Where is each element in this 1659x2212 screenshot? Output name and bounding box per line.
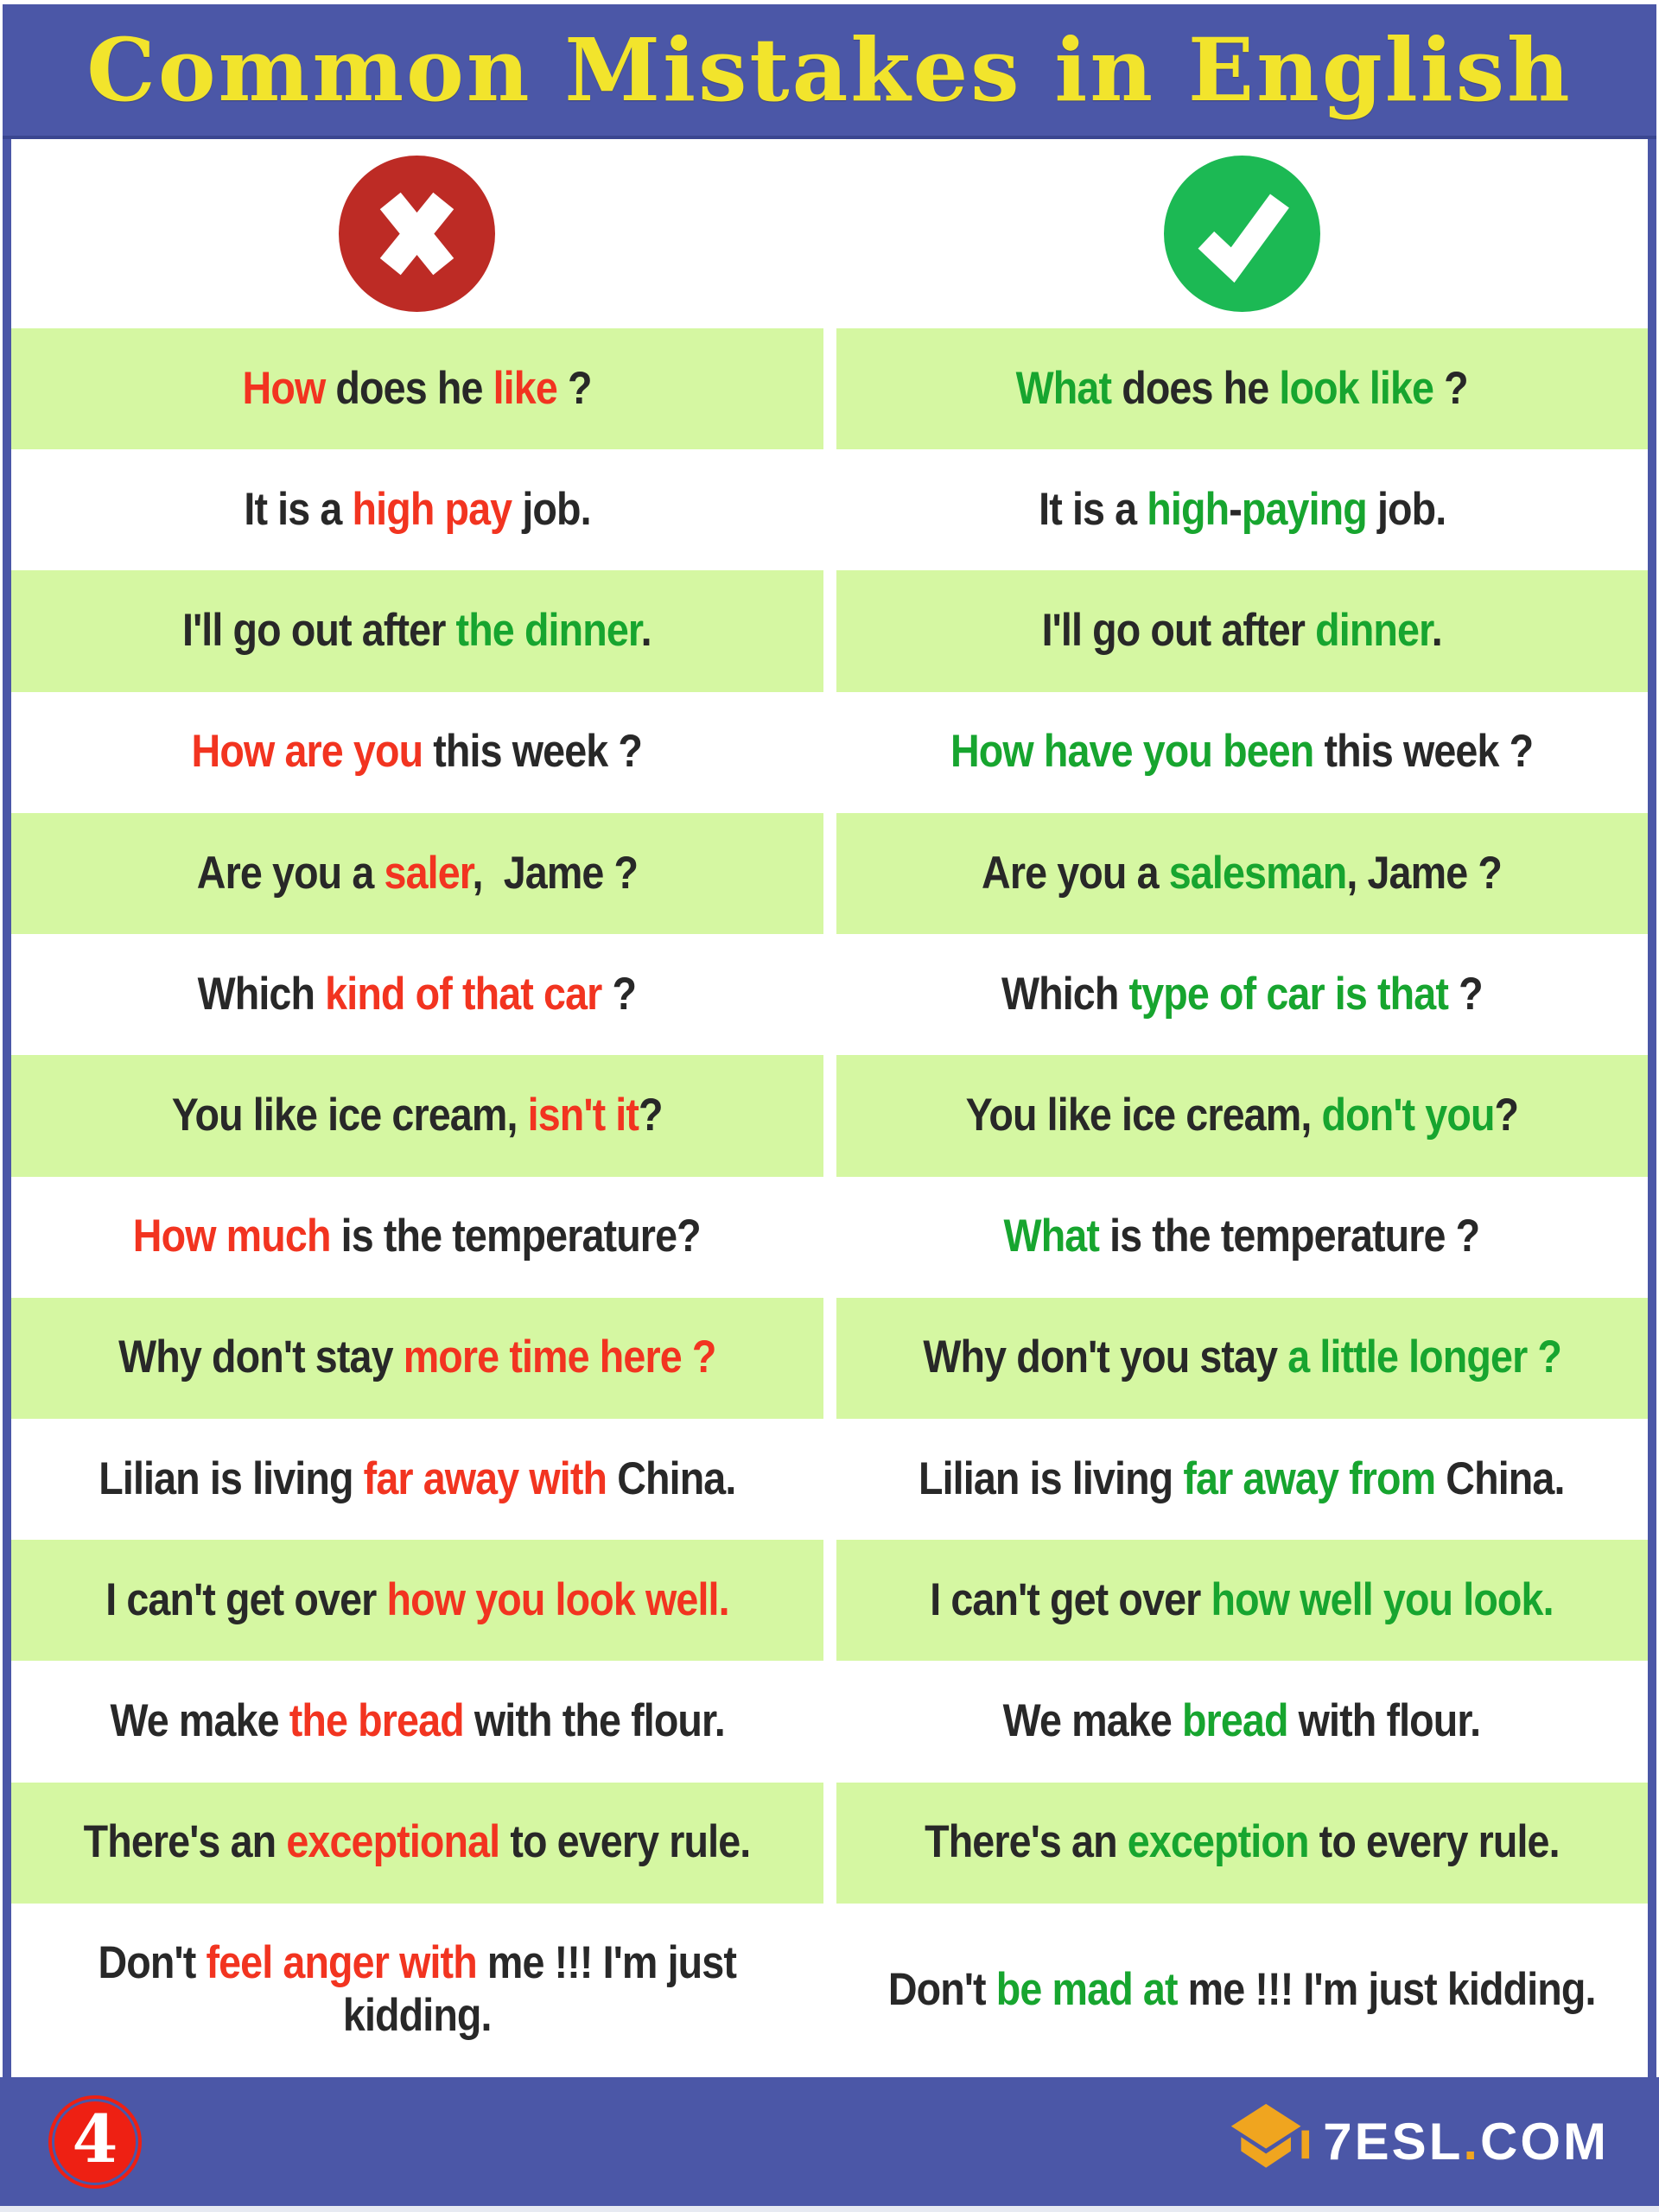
sentence-segment-dark: We make (110, 1695, 289, 1747)
sentence-segment-green: exception (1127, 1816, 1309, 1868)
sentence-segment-dark: is the temperature ? (1099, 1211, 1480, 1262)
sentence-text (197, 848, 638, 900)
sentence-segment-dark: There's an (83, 1816, 287, 1868)
sentence-segment-dark: job. (511, 483, 591, 535)
sentence-segment-dark: I'll go out after (182, 605, 456, 657)
correct-sentence-cell (836, 934, 1649, 1055)
check-circle-icon (1164, 156, 1320, 312)
sentence-segment-dark: There's an (924, 1816, 1128, 1868)
sentence-segment-green: how well you look. (1211, 1573, 1554, 1625)
sentence-segment-dark: Are you a (196, 847, 385, 899)
sentence-segment-red: saler (384, 847, 473, 899)
correct-sentence-cell (836, 692, 1649, 813)
table-row (11, 813, 1648, 934)
sentence-segment-green: type of car is that (1128, 968, 1448, 1020)
sentence-segment-dark: ? (639, 1089, 663, 1141)
sentence-segment-green: the dinner (455, 605, 642, 657)
x-circle-icon (339, 156, 495, 312)
sentence-segment-dark: ? (1447, 968, 1483, 1020)
correct-sentence-cell (836, 1904, 1649, 2077)
sentence-segment-dark: Are you a (982, 847, 1170, 899)
sentence-segment-dark: Don't (98, 1937, 207, 1989)
sentence-segment-green: a little longer ? (1287, 1332, 1561, 1383)
sentence-segment-dark: Why don't stay (118, 1332, 404, 1383)
wrong-sentence-cell (11, 1419, 823, 1540)
sentence-text (982, 848, 1502, 900)
sentence-segment-red: How much (133, 1211, 332, 1262)
wrong-sentence-cell (11, 449, 823, 570)
sentence-segment-red: feel anger with (206, 1937, 477, 1989)
logo-prefix: 7ESL (1323, 2112, 1464, 2171)
wrong-column-header (11, 139, 823, 328)
sentence-segment-red: How are you (192, 726, 423, 778)
table-row (11, 328, 1648, 449)
column-divider (823, 1783, 836, 1904)
logo-suffix: COM (1480, 2112, 1609, 2171)
sentence-segment-red: like (493, 362, 558, 414)
page-number-badge (48, 2095, 142, 2189)
sentence-text (84, 1816, 751, 1869)
sentence-segment-dark: Don't (887, 1963, 996, 2015)
sentence-text (1039, 484, 1446, 537)
sentence-segment-dark: You like ice cream, (965, 1089, 1322, 1141)
sentence-segment-dark: with the flour. (463, 1695, 725, 1747)
sentence-segment-dark: I can't get over (105, 1573, 387, 1625)
correct-sentence-cell (836, 1661, 1649, 1782)
sentence-text (110, 1695, 724, 1748)
sentence-text (182, 605, 652, 658)
table-row (11, 1661, 1648, 1782)
wrong-sentence-cell (11, 813, 823, 934)
table-row (11, 1540, 1648, 1661)
header-banner (3, 4, 1656, 139)
wrong-sentence-cell (11, 1298, 823, 1419)
sentence-segment-dark: Lilian is living (99, 1452, 364, 1504)
column-divider (823, 934, 836, 1055)
table-row (11, 1419, 1648, 1540)
sentence-segment-dark: , Jame ? (1346, 847, 1503, 899)
graduation-cap-icon (1228, 2101, 1311, 2183)
column-divider (823, 692, 836, 813)
sentence-text (1001, 969, 1483, 1021)
sentence-segment-dark: with flour. (1287, 1695, 1481, 1747)
sentence-text (1003, 1695, 1481, 1748)
table-row (11, 570, 1648, 691)
sentence-segment-dark: to every rule. (1308, 1816, 1560, 1868)
sentence-segment-red: exceptional (286, 1816, 500, 1868)
wrong-sentence-cell (11, 1783, 823, 1904)
correct-sentence-cell (836, 570, 1649, 691)
sentence-table (11, 328, 1648, 2077)
correct-sentence-cell (836, 449, 1649, 570)
sentence-segment-dark: . (641, 605, 652, 657)
sentence-segment-dark: China. (607, 1452, 736, 1504)
sentence-text (192, 726, 642, 779)
sentence-segment-red: more time here ? (403, 1332, 716, 1383)
sentence-text (198, 969, 636, 1021)
sentence-segment-red: the bread (289, 1695, 464, 1747)
correct-sentence-cell (836, 1298, 1649, 1419)
column-divider (823, 328, 836, 449)
wrong-sentence-cell (11, 1904, 823, 2077)
correct-sentence-cell (836, 1055, 1649, 1176)
site-logo-text (1323, 2112, 1609, 2171)
sentence-segment-dark: this week ? (1313, 726, 1534, 778)
sentence-text (888, 1964, 1596, 2017)
sentence-text (965, 1090, 1518, 1142)
sentence-text (931, 1574, 1554, 1627)
wrong-sentence-cell (11, 1540, 823, 1661)
sentence-segment-dark: job. (1366, 483, 1446, 535)
sentence-segment-dark: It is a (1038, 483, 1147, 535)
sentence-segment-red: kind of that car (325, 968, 602, 1020)
sentence-segment-green: high (1146, 483, 1229, 535)
sentence-segment-dark: You like ice cream, (171, 1089, 528, 1141)
wrong-sentence-cell (11, 1661, 823, 1782)
sentence-text (925, 1816, 1560, 1869)
column-icons-row (11, 139, 1648, 328)
sentence-text (99, 1453, 735, 1506)
sentence-segment-dark: does he (325, 362, 493, 414)
sentence-segment-dark: Which (1001, 968, 1129, 1020)
sentence-segment-dark: me !!! I'm just kidding. (342, 1937, 747, 2042)
sentence-segment-dark: ? (1433, 362, 1468, 414)
sentence-segment-green: bread (1182, 1695, 1288, 1747)
correct-sentence-cell (836, 328, 1649, 449)
column-divider (823, 1904, 836, 2077)
sentence-text (1004, 1211, 1480, 1263)
sentence-text (1016, 363, 1468, 416)
sentence-segment-dark: I can't get over (930, 1573, 1211, 1625)
sentence-text (172, 1090, 663, 1142)
site-logo[interactable] (1228, 2101, 1609, 2183)
column-divider (823, 813, 836, 934)
sentence-segment-red: How (242, 362, 326, 414)
sentence-segment-dark: is the temperature? (331, 1211, 702, 1262)
sentence-segment-green: be mad at (995, 1963, 1178, 2015)
wrong-sentence-cell (11, 692, 823, 813)
table-row (11, 449, 1648, 570)
correct-sentence-cell (836, 1419, 1649, 1540)
sentence-text (1042, 605, 1442, 658)
sentence-segment-dark: ? (557, 362, 592, 414)
column-divider (823, 1540, 836, 1661)
sentence-segment-dark: . (1431, 605, 1442, 657)
sentence-segment-red: isn't it (527, 1089, 639, 1141)
correct-sentence-cell (836, 1177, 1649, 1298)
sentence-segment-red: far away with (363, 1452, 607, 1504)
sentence-segment-dark: to every rule. (499, 1816, 751, 1868)
correct-column-header (836, 139, 1649, 328)
sentence-segment-green: paying (1241, 483, 1367, 535)
sentence-segment-dark: It is a (244, 483, 353, 535)
sentence-segment-green: don't you (1321, 1089, 1495, 1141)
sentence-text (105, 1574, 728, 1627)
sentence-text (118, 1332, 715, 1384)
column-divider (823, 139, 836, 328)
sentence-segment-green: salesman (1169, 847, 1347, 899)
sentence-segment-green: dinner (1315, 605, 1432, 657)
table-row (11, 1055, 1648, 1176)
correct-sentence-cell (836, 1540, 1649, 1661)
wrong-sentence-cell (11, 328, 823, 449)
table-row (11, 1783, 1648, 1904)
sentence-segment-dark: Why don't you stay (922, 1332, 1287, 1383)
wrong-sentence-cell (11, 1055, 823, 1176)
sentence-segment-green: look like (1279, 362, 1434, 414)
sentence-text (133, 1211, 701, 1263)
column-divider (823, 1177, 836, 1298)
sentence-text (950, 726, 1533, 779)
column-divider (823, 449, 836, 570)
sentence-segment-dark: Lilian is living (918, 1452, 1184, 1504)
wrong-sentence-cell (11, 570, 823, 691)
sentence-segment-dark: , Jame ? (472, 847, 638, 899)
wrong-sentence-cell (11, 934, 823, 1055)
bottom-edge-strip (0, 2206, 1659, 2212)
correct-sentence-cell (836, 813, 1649, 934)
sentence-text (244, 484, 590, 537)
sentence-text (243, 363, 592, 416)
logo-dot: . (1463, 2112, 1481, 2171)
sentence-segment-dark: China. (1435, 1452, 1566, 1504)
sentence-segment-green: What (1003, 1211, 1100, 1262)
correct-sentence-cell (836, 1783, 1649, 1904)
sentence-segment-dark: I'll go out after (1041, 605, 1316, 657)
table-row (11, 1298, 1648, 1419)
table-row (11, 692, 1648, 813)
sentence-text (923, 1332, 1561, 1384)
page-number: 4 (72, 2100, 118, 2177)
column-divider (823, 1661, 836, 1782)
wrong-sentence-cell (11, 1177, 823, 1298)
sentence-segment-dark: We make (1002, 1695, 1183, 1747)
footer-band (0, 2077, 1659, 2206)
sentence-segment-green: far away from (1183, 1452, 1436, 1504)
sentence-segment-red: high pay (352, 483, 512, 535)
sentence-segment-dark: this week ? (423, 726, 643, 778)
sentence-segment-dark: - (1228, 483, 1242, 535)
sentence-text (918, 1453, 1565, 1506)
page-title: Common Mistakes in English (86, 19, 1573, 121)
sentence-segment-dark: ? (601, 968, 637, 1020)
sentence-text (60, 1937, 774, 2043)
table-row (11, 1904, 1648, 2077)
table-row (11, 934, 1648, 1055)
column-divider (823, 570, 836, 691)
column-divider (823, 1055, 836, 1176)
sentence-segment-dark: Which (197, 968, 326, 1020)
column-divider (823, 1419, 836, 1540)
content-frame (3, 139, 1656, 2077)
sentence-segment-green: How have you been (950, 726, 1314, 778)
sentence-segment-red: how you look well. (386, 1573, 729, 1625)
table-row (11, 1177, 1648, 1298)
sentence-segment-green: What (1015, 362, 1112, 414)
column-divider (823, 1298, 836, 1419)
sentence-segment-dark: me !!! I'm just kidding. (1177, 1963, 1596, 2015)
sentence-segment-dark: ? (1494, 1089, 1519, 1141)
sentence-segment-dark: does he (1111, 362, 1280, 414)
